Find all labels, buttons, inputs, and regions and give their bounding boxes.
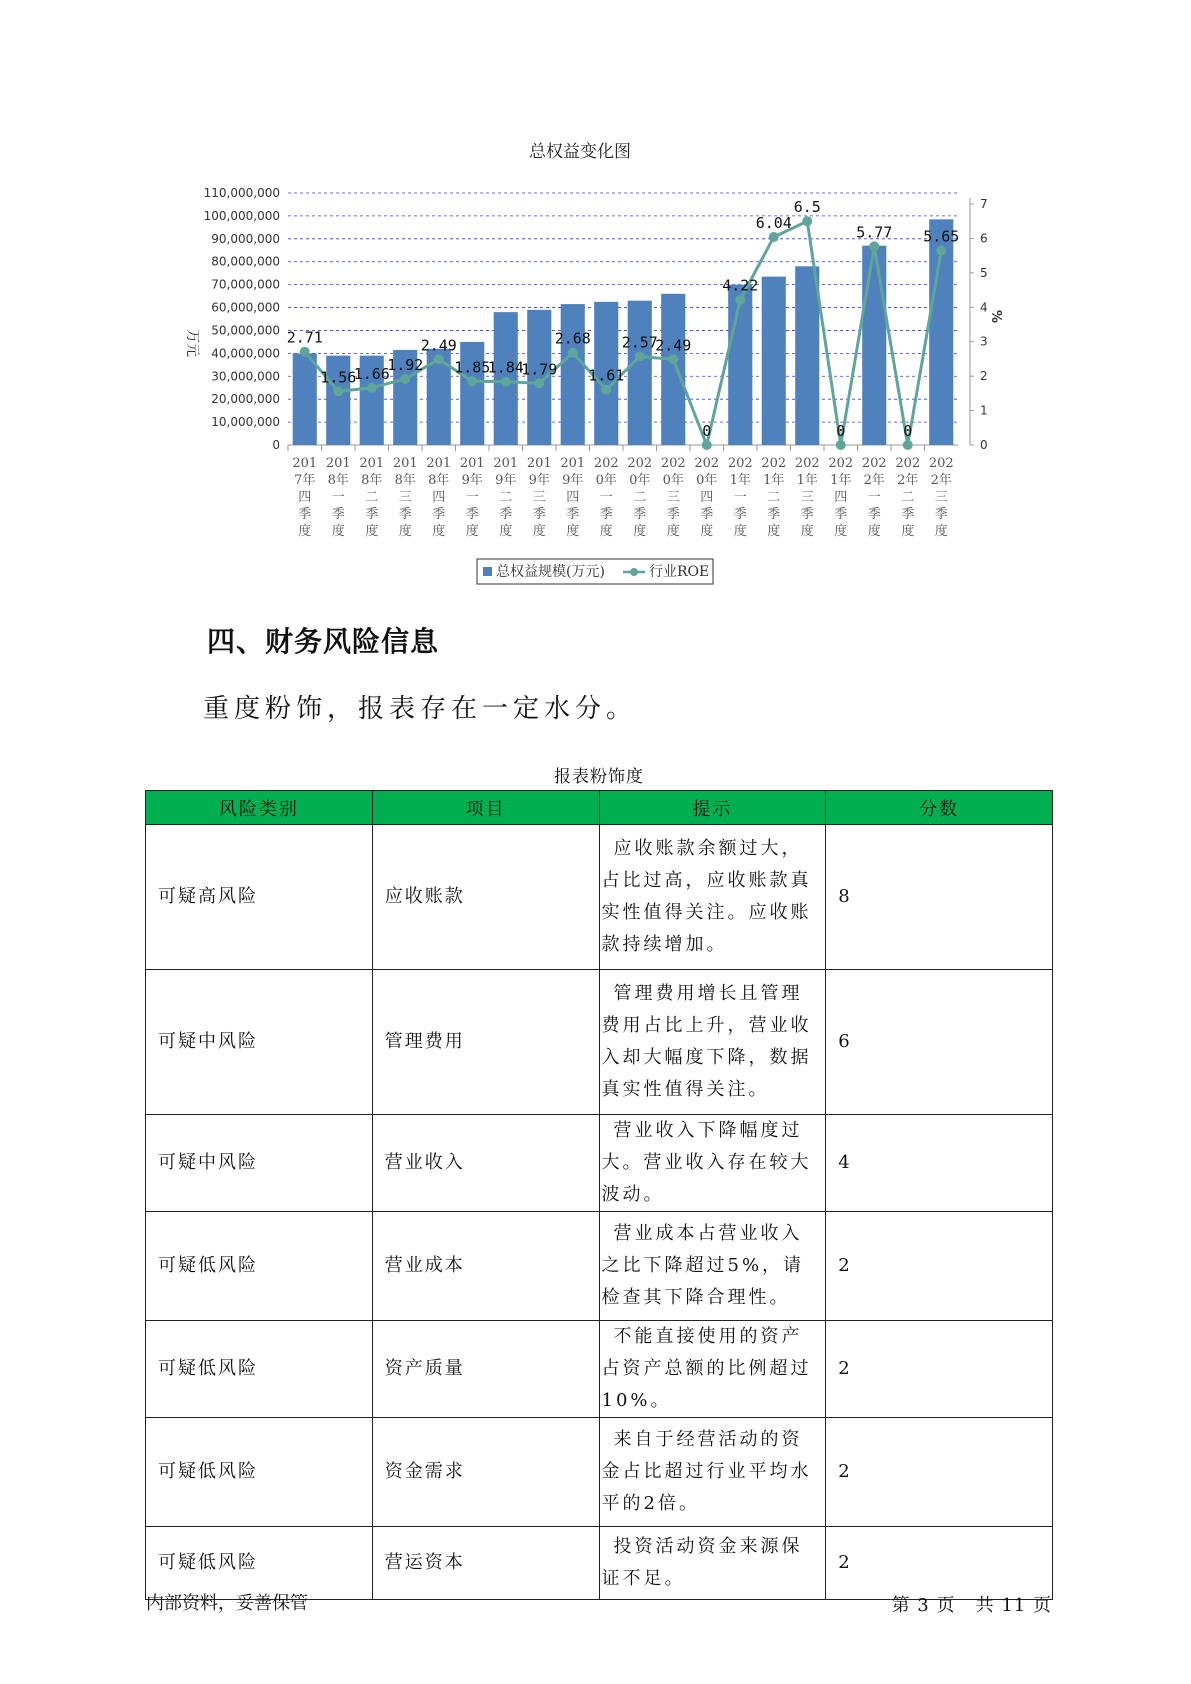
y-tick-label: 80,000,000 <box>211 254 280 269</box>
roe-data-label: 1.56 <box>320 368 357 387</box>
roe-point <box>836 440 846 450</box>
roe-data-label: 2.57 <box>621 333 658 352</box>
x-tick-label: 度 <box>901 524 915 539</box>
cell-category: 可疑低风险 <box>146 1527 373 1600</box>
cell-hint <box>599 825 826 970</box>
header-hint: 提示 <box>599 791 826 825</box>
roe-data-label: 1.79 <box>521 360 558 379</box>
x-tick-label: 度 <box>566 524 580 539</box>
bar <box>728 285 752 445</box>
bar <box>293 353 317 445</box>
x-tick-label: 201 <box>493 456 519 471</box>
y-tick-label: 100,000,000 <box>203 208 280 223</box>
roe-data-label: 2.68 <box>554 329 591 348</box>
x-tick-label: 9年 <box>528 473 550 488</box>
x-tick-label: 202 <box>861 456 887 471</box>
x-tick-label: 季 <box>867 507 881 522</box>
roe-data-label: 6.5 <box>793 198 821 217</box>
cell-score: 8 <box>826 825 1053 970</box>
header-item: 项目 <box>372 791 599 825</box>
x-tick-label: 8年 <box>428 473 450 488</box>
x-tick-label: 202 <box>727 456 753 471</box>
roe-data-label: 1.92 <box>387 355 424 374</box>
x-tick-label: 度 <box>834 524 848 539</box>
hint-text: 投资活动资金来源保证不足。 <box>601 1536 803 1589</box>
x-tick-label: 度 <box>532 524 546 539</box>
y-tick-label: 50,000,000 <box>211 323 280 338</box>
cell-item: 应收账款 <box>372 825 599 970</box>
roe-data-label: 2.71 <box>286 328 323 347</box>
x-tick-label: 二 <box>633 490 647 505</box>
roe-data-label: 1.66 <box>353 364 390 383</box>
x-tick-label: 201 <box>392 456 418 471</box>
x-tick-label: 季 <box>532 507 546 522</box>
roe-point <box>702 440 712 450</box>
x-tick-label: 201 <box>560 456 586 471</box>
y-tick-label: 0 <box>272 438 280 452</box>
hint-text: 管理费用增长且管理费用占比上升，营业收入却大幅度下降，数据真实性值得关注。 <box>601 983 812 1100</box>
x-tick-label: 1年 <box>763 473 785 488</box>
x-tick-label: 一 <box>331 490 345 505</box>
x-tick-label: 0年 <box>629 473 651 488</box>
header-score: 分数 <box>826 791 1053 825</box>
x-tick-label: 季 <box>934 507 948 522</box>
bar <box>661 294 685 445</box>
table-row <box>146 1418 1053 1527</box>
section-heading: 四、财务风险信息 <box>207 625 440 658</box>
x-tick-label: 202 <box>660 456 686 471</box>
legend-swatch-bar <box>483 567 492 576</box>
x-tick-label: 0年 <box>696 473 718 488</box>
roe-data-label: 0 <box>836 422 846 440</box>
bar <box>862 246 886 445</box>
x-tick-label: 度 <box>666 524 680 539</box>
footer-confidential: 内部资料，妥善保管 <box>146 1593 308 1614</box>
cell-hint <box>599 1115 826 1212</box>
x-tick-label: 1年 <box>830 473 852 488</box>
cell-score: 2 <box>826 1321 1053 1418</box>
y2-tick-label: 4 <box>980 300 988 315</box>
x-tick-label: 四 <box>566 490 580 505</box>
x-tick-label: 季 <box>666 507 680 522</box>
roe-point <box>601 385 611 395</box>
cell-category: 可疑中风险 <box>146 1115 373 1212</box>
x-tick-label: 202 <box>794 456 820 471</box>
cell-hint <box>599 1527 826 1600</box>
x-tick-label: 201 <box>526 456 552 471</box>
x-tick-label: 9年 <box>562 473 584 488</box>
x-tick-label: 二 <box>901 490 915 505</box>
x-tick-label: 8年 <box>361 473 383 488</box>
y2-tick-label: 0 <box>980 438 988 452</box>
cell-item: 管理费用 <box>372 970 599 1115</box>
x-tick-label: 度 <box>432 524 446 539</box>
x-tick-label: 0年 <box>662 473 684 488</box>
x-tick-label: 度 <box>365 524 379 539</box>
x-tick-label: 202 <box>828 456 854 471</box>
x-tick-label: 度 <box>599 524 613 539</box>
x-tick-label: 一 <box>599 490 613 505</box>
x-tick-label: 201 <box>325 456 351 471</box>
roe-point <box>635 352 645 362</box>
cell-item: 资金需求 <box>372 1418 599 1527</box>
roe-point <box>568 348 578 358</box>
table-header-row <box>146 791 1053 825</box>
x-tick-label: 季 <box>901 507 915 522</box>
x-tick-label: 度 <box>331 524 345 539</box>
x-tick-label: 度 <box>298 524 312 539</box>
legend-swatch-dot <box>630 568 638 576</box>
x-tick-label: 2年 <box>930 473 952 488</box>
x-tick-label: 9年 <box>495 473 517 488</box>
roe-point <box>802 216 812 226</box>
roe-point <box>735 295 745 305</box>
x-tick-label: 二 <box>767 490 781 505</box>
roe-point <box>501 377 511 387</box>
legend-label-bar: 总权益规模(万元) <box>496 564 605 580</box>
x-tick-label: 202 <box>593 456 619 471</box>
x-tick-label: 季 <box>733 507 747 522</box>
x-tick-label: 202 <box>761 456 787 471</box>
cell-category: 可疑低风险 <box>146 1418 373 1527</box>
footer-page-number: 第 3 页 共 11 页 <box>891 1595 1052 1616</box>
x-tick-label: 季 <box>633 507 647 522</box>
roe-point <box>467 376 477 386</box>
cell-item: 营运资本 <box>372 1527 599 1600</box>
x-tick-label: 1年 <box>729 473 751 488</box>
y-tick-label: 40,000,000 <box>211 346 280 361</box>
table-row <box>146 1212 1053 1321</box>
x-tick-label: 季 <box>465 507 479 522</box>
x-tick-label: 度 <box>633 524 647 539</box>
x-tick-label: 度 <box>398 524 412 539</box>
hint-text: 来自于经营活动的资金占比超过行业平均水平的2倍。 <box>601 1429 812 1514</box>
roe-data-label: 5.77 <box>856 223 893 242</box>
x-tick-label: 202 <box>895 456 921 471</box>
header-category: 风险类别 <box>146 791 373 825</box>
x-tick-label: 201 <box>459 456 485 471</box>
y2-tick-label: 7 <box>980 197 988 211</box>
bar <box>762 277 786 445</box>
roe-data-label: 1.61 <box>588 366 625 385</box>
x-tick-label: 一 <box>465 490 479 505</box>
x-tick-label: 度 <box>800 524 814 539</box>
x-tick-label: 三 <box>666 490 680 505</box>
y2-tick-label: 2 <box>980 369 988 384</box>
roe-point <box>534 378 544 388</box>
x-tick-label: 0年 <box>595 473 617 488</box>
x-tick-label: 季 <box>398 507 412 522</box>
roe-point <box>400 374 410 384</box>
cell-category: 可疑低风险 <box>146 1321 373 1418</box>
equity-chart-svg <box>170 135 1003 595</box>
x-tick-label: 季 <box>767 507 781 522</box>
roe-data-label: 0 <box>903 422 913 440</box>
table-row <box>146 1115 1053 1212</box>
x-tick-label: 7年 <box>294 473 316 488</box>
hint-text: 营业成本占营业收入之比下降超过5%，请检查其下降合理性。 <box>601 1223 805 1308</box>
roe-data-label: 0 <box>702 422 712 440</box>
x-tick-label: 二 <box>499 490 513 505</box>
y-tick-label: 110,000,000 <box>203 186 280 200</box>
roe-point <box>434 354 444 364</box>
x-tick-label: 8年 <box>327 473 349 488</box>
y-tick-label: 30,000,000 <box>211 369 280 384</box>
y-tick-label: 90,000,000 <box>211 231 280 246</box>
roe-point <box>333 386 343 396</box>
x-tick-label: 季 <box>800 507 814 522</box>
x-tick-label: 度 <box>465 524 479 539</box>
x-tick-label: 2年 <box>897 473 919 488</box>
x-tick-label: 202 <box>694 456 720 471</box>
y-tick-label: 70,000,000 <box>211 277 280 292</box>
hint-text: 营业收入下降幅度过大。营业收入存在较大波动。 <box>601 1120 812 1205</box>
hint-text: 不能直接使用的资产占资产总额的比例超过10%。 <box>601 1326 812 1411</box>
y-tick-label: 20,000,000 <box>211 392 280 407</box>
roe-point <box>769 232 779 242</box>
y2-axis-label: % <box>988 310 1003 324</box>
cell-score: 6 <box>826 970 1053 1115</box>
cell-item: 营业成本 <box>372 1212 599 1321</box>
x-tick-label: 度 <box>934 524 948 539</box>
x-tick-label: 季 <box>298 507 312 522</box>
roe-point <box>668 354 678 364</box>
x-tick-label: 度 <box>733 524 747 539</box>
x-tick-label: 二 <box>365 490 379 505</box>
cell-hint <box>599 1418 826 1527</box>
cell-item: 营业收入 <box>372 1115 599 1212</box>
y-axis-label: 万元 <box>184 329 200 357</box>
roe-point <box>367 383 377 393</box>
roe-data-label: 4.22 <box>722 276 759 295</box>
cell-hint <box>599 1321 826 1418</box>
bar <box>795 266 819 445</box>
roe-data-label: 6.04 <box>755 214 792 233</box>
cell-category: 可疑中风险 <box>146 970 373 1115</box>
x-tick-label: 三 <box>934 490 948 505</box>
y2-tick-label: 3 <box>980 334 988 349</box>
x-tick-label: 2年 <box>863 473 885 488</box>
x-tick-label: 201 <box>426 456 452 471</box>
x-tick-label: 202 <box>928 456 954 471</box>
cell-score: 4 <box>826 1115 1053 1212</box>
x-tick-label: 度 <box>700 524 714 539</box>
y2-tick-label: 5 <box>980 265 988 280</box>
cell-hint <box>599 1212 826 1321</box>
chart-title: 总权益变化图 <box>529 142 631 162</box>
x-tick-label: 季 <box>432 507 446 522</box>
x-tick-label: 三 <box>398 490 412 505</box>
x-tick-label: 四 <box>834 490 848 505</box>
y2-tick-label: 6 <box>980 231 988 246</box>
x-tick-label: 季 <box>365 507 379 522</box>
x-tick-label: 201 <box>292 456 318 471</box>
x-tick-label: 度 <box>767 524 781 539</box>
bar <box>628 301 652 445</box>
x-tick-label: 一 <box>867 490 881 505</box>
x-tick-label: 202 <box>627 456 653 471</box>
cell-category: 可疑低风险 <box>146 1212 373 1321</box>
x-tick-label: 1年 <box>796 473 818 488</box>
x-tick-label: 一 <box>733 490 747 505</box>
cell-category: 可疑高风险 <box>146 825 373 970</box>
x-tick-label: 度 <box>867 524 881 539</box>
x-tick-label: 9年 <box>461 473 483 488</box>
legend-label-line: 行业ROE <box>649 564 710 580</box>
roe-data-label: 1.84 <box>487 358 524 377</box>
x-tick-label: 三 <box>800 490 814 505</box>
x-tick-label: 季 <box>700 507 714 522</box>
roe-point <box>903 440 913 450</box>
equity-chart <box>170 135 1003 595</box>
y2-tick-label: 1 <box>980 403 988 418</box>
cell-hint <box>599 970 826 1115</box>
roe-point <box>300 347 310 357</box>
x-tick-label: 季 <box>834 507 848 522</box>
risk-table <box>145 790 1053 1600</box>
cell-score: 2 <box>826 1212 1053 1321</box>
x-tick-label: 8年 <box>394 473 416 488</box>
roe-point <box>936 245 946 255</box>
table-row <box>146 970 1053 1115</box>
cell-item: 资产质量 <box>372 1321 599 1418</box>
x-tick-label: 三 <box>532 490 546 505</box>
risk-summary: 重度粉饰，报表存在一定水分。 <box>203 694 638 724</box>
x-tick-label: 度 <box>499 524 513 539</box>
y-tick-label: 60,000,000 <box>211 300 280 315</box>
roe-data-label: 5.65 <box>923 227 960 246</box>
table-row <box>146 1321 1053 1418</box>
cell-score: 2 <box>826 1418 1053 1527</box>
x-tick-label: 四 <box>298 490 312 505</box>
x-tick-label: 季 <box>566 507 580 522</box>
bar <box>561 304 585 445</box>
roe-data-label: 2.49 <box>420 336 457 355</box>
roe-data-label: 2.49 <box>655 336 692 355</box>
roe-data-label: 1.85 <box>454 358 491 377</box>
table-caption: 报表粉饰度 <box>554 767 644 787</box>
x-tick-label: 四 <box>432 490 446 505</box>
y-tick-label: 10,000,000 <box>211 415 280 430</box>
x-tick-label: 季 <box>599 507 613 522</box>
x-tick-label: 季 <box>331 507 345 522</box>
table-row <box>146 825 1053 970</box>
hint-text: 应收账款余额过大，占比过高，应收账款真实性值得关注。应收账款持续增加。 <box>601 838 812 955</box>
x-tick-label: 季 <box>499 507 513 522</box>
x-tick-label: 四 <box>700 490 714 505</box>
roe-point <box>869 241 879 251</box>
cell-score: 2 <box>826 1527 1053 1600</box>
x-tick-label: 201 <box>359 456 385 471</box>
